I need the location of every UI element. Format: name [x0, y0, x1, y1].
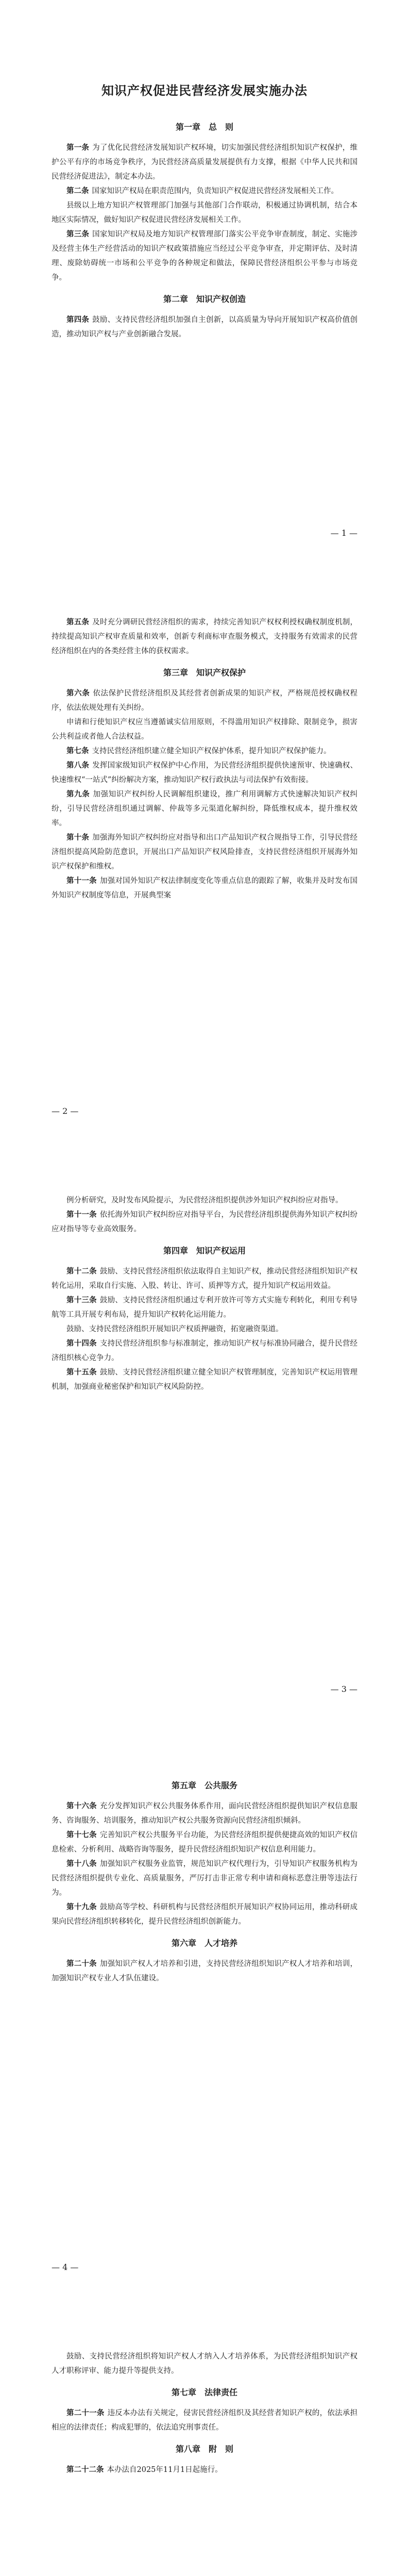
- article-text: 完善知识产权公共服务平台功能，为民营经济组织提供便捷高效的知识产权信息检索、分析利用、战略咨询等服务，提升民营经济组织知识产权信息利用能力。: [52, 1831, 358, 1854]
- article-number: 第十九条: [66, 1903, 97, 1911]
- article-number: 第九条: [66, 790, 90, 799]
- chapter-heading: 第一章 总 则: [175, 122, 233, 132]
- page-number: — 2 —: [52, 1106, 79, 1116]
- article-paragraph: [52, 2463, 357, 2477]
- article-text: 支持民营经济组织建立健全知识产权保护体系，提升知识产权保护能力。: [92, 747, 331, 755]
- article-paragraph: [52, 227, 357, 285]
- article-number: 第十一条: [66, 877, 97, 885]
- article-number: 第十八条: [66, 1860, 97, 1868]
- article-number: 第十六条: [66, 1802, 97, 1810]
- page-number: — 4 —: [52, 2262, 79, 2272]
- article-text: 鼓励、支持民营经济组织通过专利开放许可等方式实施专利转化，利用专利导航等工具开展专利布局，提升知识产权转化运用能力。: [52, 1296, 358, 1319]
- article-number: 第十三条: [66, 1296, 97, 1304]
- article-paragraph: [52, 1900, 357, 1929]
- article-number: 第二条: [66, 187, 89, 195]
- document-page: [0, 578, 409, 1156]
- article-paragraph: [52, 313, 357, 342]
- article-text: 加强知识产权服务业监管，规范知识产权代理行为，引导知识产权服务机构为民营经济组织提供专业化、高质量服务，严厉打击非正常专利申请和商标恶意注册等违法行为。: [52, 1860, 358, 1897]
- article-paragraph: [52, 1857, 357, 1900]
- article-number: 第二十二条: [66, 2466, 104, 2474]
- article-paragraph: [52, 1957, 357, 1986]
- article-number: 第一条: [66, 144, 90, 152]
- article-number: 第三条: [66, 230, 90, 239]
- article-text: 国家知识产权局在职责范围内，负责知识产权促进民营经济发展相关工作。: [92, 187, 338, 195]
- page-number: — 3 —: [330, 1684, 357, 1694]
- article-text: 国家知识产权局及地方知识产权管理部门落实公平竞争审查制度，制定、实施涉及经营主体生产经营活动的知识产权政策措施应当经过公平竞争审查，并定期评估、及时清理、废除妨碍统一市场和公平竞争的各种规定和做法，保障民营经济组织公平参与市场竞争。: [52, 230, 358, 282]
- article-text: 鼓励、支持民营经济组织加强自主创新，以高质量为导向开展知识产权高价值创造，推动知识产权与产业创新融合发展。: [52, 316, 358, 338]
- article-text: 加强知识产权人才培养和引进，支持民营经济组织知识产权人才培养和培训，加强知识产权专业人才队伍建设。: [52, 1960, 358, 1982]
- article-paragraph: [52, 615, 357, 658]
- article-text: 加强知识产权纠纷人民调解组织建设，推广利用调解方式快速解决知识产权纠纷，引导民营经济组织通过调解、仲裁等多元渠道化解纠纷，降低维权成本，提升维权效率。: [52, 790, 357, 827]
- article-paragraph: [52, 184, 357, 198]
- article-text: 申请和行使知识产权应当遵循诚实信用原则，不得滥用知识产权排除、限制竞争，损害公共利益或者他人合法权益。: [52, 718, 357, 741]
- chapter-heading: 第二章 知识产权创造: [163, 294, 246, 304]
- article-paragraph: [52, 198, 357, 227]
- article-number: 第七条: [66, 747, 89, 755]
- article-paragraph: [52, 1208, 357, 1236]
- article-paragraph: [52, 1365, 357, 1394]
- article-number: 第十二条: [66, 1267, 97, 1276]
- article-paragraph: [52, 715, 357, 744]
- chapter-heading: 第七章 法律责任: [171, 2387, 237, 2397]
- article-paragraph: [52, 2406, 357, 2435]
- page-content: [52, 615, 357, 903]
- article-text: 县级以上地方知识产权管理部门加强与其他部门合作联动，积极通过协调机制，结合本地区实际情况，做好知识产权促进民营经济发展相关工作。: [52, 201, 357, 224]
- article-text: 为了优化民营经济发展知识产权环境，切实加强民营经济组织知识产权保护，维护公平有序的市场竞争秩序，为民营经济高质量发展提供有力支撑，根据《中华人民共和国民营经济促进法》，制定本办法。: [52, 144, 358, 181]
- document-page: [0, 2312, 409, 2576]
- article-paragraph: [52, 744, 357, 758]
- article-number: 第十五条: [66, 1368, 97, 1377]
- article-number: 第十七条: [66, 1831, 97, 1839]
- article-text: 违反本办法有关规定，侵害民营经济组织及其经营者知识产权的，依法承担相应的法律责任；构成犯罪的，依法追究刑事责任。: [52, 2409, 358, 2432]
- chapter-heading: 第四章 知识产权运用: [163, 1246, 246, 1256]
- article-number: 第二十一条: [66, 2409, 105, 2417]
- page-content: [52, 1193, 357, 1394]
- article-paragraph: [52, 874, 357, 903]
- article-text: 加强海外知识产权纠纷应对指导和出口产品知识产权合规指导工作，引导民营经济组织提高风险防范意识，开展出口产品知识产权风险排查，支持民营经济组织开展海外知识产权保护和维权。: [52, 834, 358, 871]
- article-text: 鼓励、支持民营经济组织开展知识产权质押融资，拓宽融资渠道。: [66, 1325, 283, 1333]
- article-text: 鼓励、支持民营经济组织将知识产权人才纳入人才培养体系，为民营经济组织知识产权人才职称评审、能力提升等提供支持。: [52, 2352, 357, 2375]
- article-paragraph: [52, 686, 357, 715]
- article-paragraph: [52, 1293, 357, 1322]
- page-content: [52, 37, 357, 342]
- article-text: 加强对国外知识产权法律制度变化等重点信息的跟踪了解，收集并及时发布国外知识产权制度等信息，开展典型案: [52, 877, 358, 900]
- chapter-heading: 第六章 人才培养: [171, 1938, 237, 1948]
- article-text: 鼓励高等学校、科研机构与民营经济组织开展知识产权协同运用，推动科研成果向民营经济组织转移转化，提升民营经济组织创新能力。: [52, 1903, 358, 1926]
- article-paragraph: [52, 1336, 357, 1365]
- article-paragraph: [52, 1799, 357, 1828]
- page-number: — 1 —: [330, 528, 357, 538]
- document-title: 知识产权促进民营经济发展实施办法: [101, 83, 308, 98]
- article-paragraph: [52, 1193, 357, 1208]
- article-paragraph: [52, 1828, 357, 1857]
- article-number: 第五条: [66, 618, 90, 626]
- document-page: [0, 0, 409, 578]
- article-paragraph: [52, 1322, 357, 1336]
- chapter-heading: 第五章 公共服务: [171, 1781, 237, 1790]
- article-text: 鼓励、支持民营经济组织依法取得自主知识产权，推动民营经济组织知识产权转化运用，采取自行实施、入股、转让、许可、质押等方式，提升知识产权运用效益。: [52, 1267, 358, 1290]
- article-text: 充分发挥知识产权公共服务体系作用，面向民营经济组织提供知识产权信息服务、咨询服务、培训服务，推动知识产权公共服务资源向民营经济组织倾斜。: [52, 1802, 358, 1825]
- article-text: 支持民营经济组织参与标准制定，推动知识产权与标准协同融合，提升民营经济组织核心竞争力。: [52, 1340, 358, 1362]
- article-text: 依托海外知识产权纠纷应对指导平台，为民营经济组织提供海外知识产权纠纷应对指导等专业高效服务。: [52, 1211, 358, 1233]
- article-paragraph: [52, 141, 357, 184]
- article-text: 及时充分调研民营经济组织的需求，持续完善知识产权权利授权确权制度机制，持续提高知识产权审查质量和效率，创新专利商标审查服务模式，支持服务有效需求的民营经济组织在内的各类经营主体的获权需求。: [52, 618, 358, 655]
- article-number: 第十一条: [66, 1211, 97, 1219]
- article-paragraph: [52, 831, 357, 874]
- page-content: [52, 1771, 357, 1986]
- page-content: [52, 2349, 357, 2477]
- article-paragraph: [52, 758, 357, 787]
- article-number: 第四条: [66, 316, 90, 324]
- document-page: [0, 1734, 409, 2312]
- article-number: 第八条: [66, 761, 90, 770]
- article-number: 第六条: [66, 689, 90, 698]
- chapter-heading: 第三章 知识产权保护: [163, 668, 246, 677]
- article-text: 发挥国家级知识产权保护中心作用，为民营经济组织提供快速预审、快速确权、快速维权“一站式”纠纷解决方案，推动知识产权行政执法与司法保护有效衔接。: [52, 761, 358, 784]
- article-text: 鼓励、支持民营经济组织建立健全知识产权管理制度，完善知识产权运用管理机制，加强商业秘密保护和知识产权风险防控。: [52, 1368, 358, 1391]
- document-page: [0, 1156, 409, 1734]
- article-number: 第十四条: [66, 1340, 97, 1348]
- article-text: 例分析研究，及时发布风险提示，为民营经济组织提供涉外知识产权纠纷应对指导。: [66, 1196, 343, 1205]
- article-paragraph: [52, 787, 357, 831]
- chapter-heading: 第八章 附 则: [175, 2444, 233, 2454]
- article-paragraph: [52, 1264, 357, 1293]
- article-number: 第二十条: [66, 1960, 97, 1968]
- article-text: 本办法自2025年11月1日起施行。: [107, 2466, 223, 2474]
- article-number: 第十条: [66, 834, 90, 842]
- article-paragraph: [52, 2349, 357, 2378]
- article-text: 依法保护民营经济组织及其经营者创新成果的知识产权，严格规范授权确权程序，依法依规处理有关纠纷。: [52, 689, 357, 712]
